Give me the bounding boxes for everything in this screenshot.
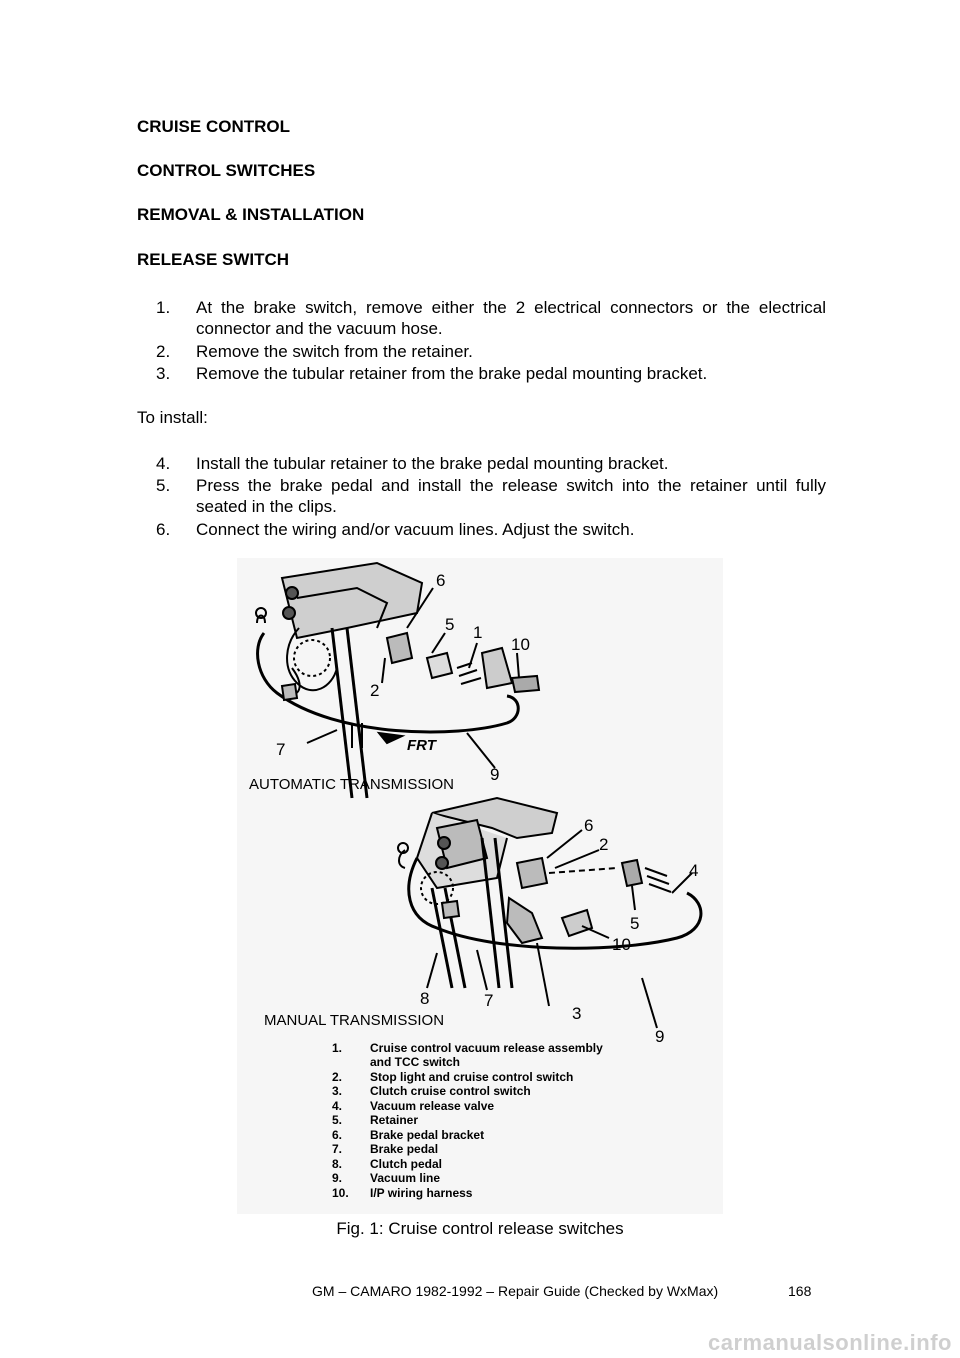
step-number: 1.	[156, 298, 171, 317]
legend-number: 4.	[332, 1099, 343, 1113]
callout-label: 2	[370, 681, 380, 700]
callout-label: 9	[655, 1027, 665, 1046]
step-text: Remove the switch from the retainer.	[196, 342, 473, 361]
legend-number: 6.	[332, 1128, 343, 1142]
step-text: Remove the tubular retainer from the brake pedal mounting bracket.	[196, 364, 708, 383]
list-item	[156, 297, 826, 339]
callout-label: 10	[511, 635, 530, 654]
step-text: Install the tubular retainer to the brake pedal mounting bracket.	[196, 454, 669, 473]
automatic-transmission-label: AUTOMATIC TRANSMISSION	[249, 776, 455, 793]
step-number: 5.	[156, 476, 171, 495]
legend-text: Vacuum line	[370, 1171, 441, 1185]
figure-background	[237, 558, 723, 1214]
callout-label: 2	[599, 835, 609, 854]
legend-number: 8.	[332, 1157, 343, 1171]
step-number: 6.	[156, 520, 171, 539]
legend-number: 5.	[332, 1113, 343, 1127]
legend-number: 3.	[332, 1084, 343, 1098]
callout-label: 4	[689, 861, 699, 880]
callout-label: 10	[612, 935, 631, 954]
page-number: 168	[788, 1283, 812, 1299]
callout-label: 5	[630, 914, 640, 933]
legend-number: 1.	[332, 1041, 343, 1055]
subsection-title: CONTROL SWITCHES	[137, 161, 316, 180]
front-indicator: FRT	[407, 737, 436, 754]
callout-label: 6	[436, 571, 446, 590]
callout-label: 7	[276, 740, 286, 759]
watermark: carmanualsonline.info	[708, 1330, 952, 1355]
legend-number: 10.	[332, 1186, 349, 1200]
callout-label: 3	[572, 1004, 582, 1023]
cruise-control-figure	[237, 558, 723, 1214]
install-intro: To install:	[137, 408, 208, 427]
step-number: 2.	[156, 342, 171, 361]
legend-text: Clutch cruise control switch	[370, 1084, 531, 1098]
figure-caption: Fig. 1: Cruise control release switches	[336, 1219, 624, 1238]
legend-text: Brake pedal bracket	[370, 1128, 485, 1142]
callout-label: 1	[473, 623, 483, 642]
step-text: At the brake switch, remove either the 2 electrical connectors or the electrical connector and the vacuum hose.	[196, 298, 826, 338]
manual-transmission-label: MANUAL TRANSMISSION	[264, 1012, 445, 1029]
legend-text: Clutch pedal	[370, 1157, 443, 1171]
list-item	[156, 363, 826, 384]
step-text: Connect the wiring and/or vacuum lines. Adjust the switch.	[196, 520, 635, 539]
step-number: 4.	[156, 454, 171, 473]
list-item	[156, 475, 826, 517]
list-item	[156, 341, 826, 362]
procedure-title: REMOVAL & INSTALLATION	[137, 205, 365, 224]
footer-title: GM – CAMARO 1982-1992 – Repair Guide (Checked by WxMax)	[312, 1283, 719, 1299]
callout-label: 9	[490, 765, 500, 784]
legend-text: Brake pedal	[370, 1142, 439, 1156]
legend-text: Vacuum release valve	[370, 1099, 495, 1113]
step-text: Press the brake pedal and install the release switch into the retainer until fully seated in the clips.	[196, 476, 826, 516]
legend-number: 7.	[332, 1142, 343, 1156]
callout-label: 8	[420, 989, 430, 1008]
callout-label: 5	[445, 615, 455, 634]
callout-label: 7	[484, 991, 494, 1010]
legend-number: 2.	[332, 1070, 343, 1084]
callout-label: 6	[584, 816, 594, 835]
legend-number: 9.	[332, 1171, 343, 1185]
legend-text: I/P wiring harness	[370, 1186, 473, 1200]
step-number: 3.	[156, 364, 171, 383]
legend-text: Retainer	[370, 1113, 419, 1127]
legend-text: Cruise control vacuum release assembly	[370, 1041, 603, 1055]
component-title: RELEASE SWITCH	[137, 250, 290, 269]
list-item	[156, 519, 826, 540]
legend-text: Stop light and cruise control switch	[370, 1070, 574, 1084]
legend-text: and TCC switch	[370, 1055, 461, 1069]
section-title: CRUISE CONTROL	[137, 117, 290, 136]
list-item	[156, 453, 826, 474]
